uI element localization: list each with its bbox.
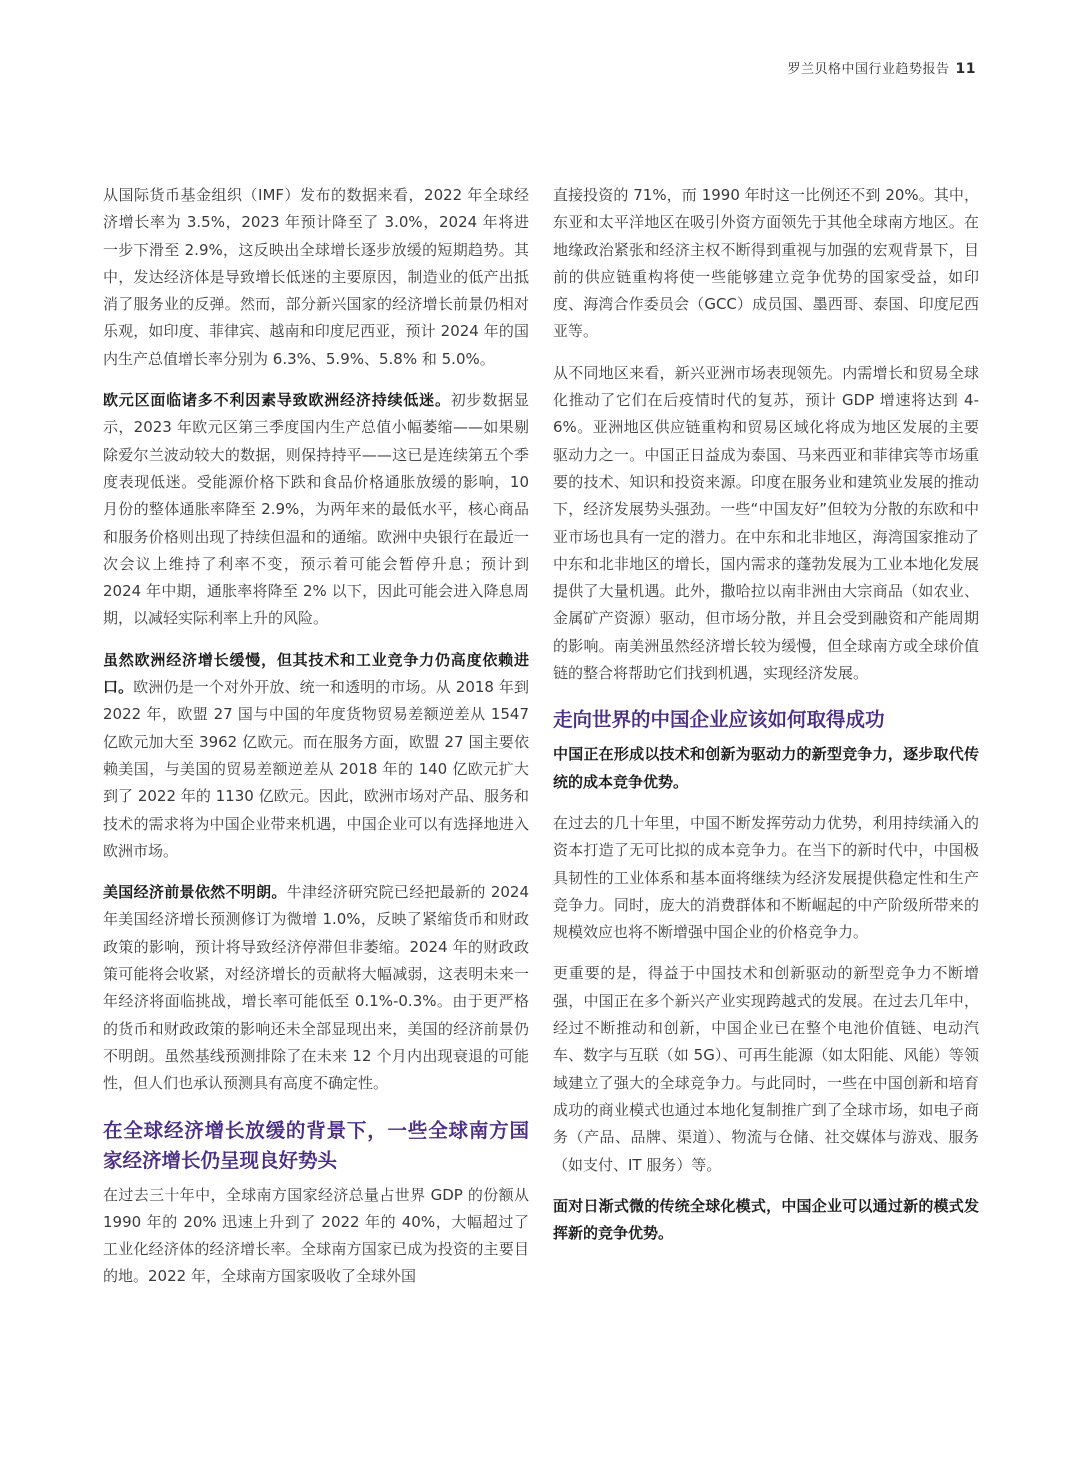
section-heading-global-south: 在全球经济增长放缓的背景下，一些全球南方国家经济增长仍呈现良好势头	[103, 1118, 529, 1172]
paragraph-imf: 从国际货币基金组织（IMF）发布的数据来看，2022 年全球经济增长率为 3.5%，2023 年预计降至了 3.0%，2024 年将进一步下滑至 2.9%，这反映出全球增长逐步放缓的短期趋势。其中，发达经济体是导致增长低迷的主要原因，制造业的低产出抵消了服务业的反弹。然而，部分新兴国家的经济增长前景仍相对乐观，如印度、菲律宾、越南和印度尼西亚，预计 2024 年的国内生产总值增长率分别为 6.3%、5.9%、5.8% 和 5.0%。	[103, 186, 529, 368]
report-title: 罗兰贝格中国行业趋势报告	[787, 62, 950, 77]
eurozone-lead: 欧元区面临诸多不利因素导致欧洲经济持续低迷。	[103, 391, 451, 410]
paragraph-innovation: 更重要的是，得益于中国技术和创新驱动的新型竞争力不断增强，中国正在多个新兴产业实现跨越式的发展。在过去几年中，经过不断推动和创新，中国企业已在整个电池价值链、电动汽车、数字与互联（如 5G）、可再生能源（如太阳能、风能）等领域建立了强大的全球竞争力。与此同时，一些在中国创新和培育成功的商业模式也通过本地化复制推广到了全球市场，如电子商务（产品、品牌、渠道）、物流与仓储、社交媒体与游戏、服务（如支付、IT 服务）等。	[553, 964, 979, 1174]
left-column	[103, 182, 529, 1305]
paragraph-eurozone	[103, 387, 529, 633]
us-lead: 美国经济前景依然不明朗。	[103, 883, 287, 902]
paragraph-us	[103, 879, 529, 1097]
us-body: 牛津经济研究院已经把最新的 2024 年美国经济增长预测修订为微增 1.0%，反映了紧缩货币和财政政策的影响，预计将导致经济停滞但非萎缩。2024 年的财政政策可能将会收紧，对经济增长的贡献将大幅减弱，这表明未来一年经济将面临挑战，增长率可能低至 0.1%-0.3%。由于更严格的货币和财政政策的影响还未全部显现出来，美国的经济前景仍不明朗。虽然基线预测排除了在未来 12 个月内出现衰退的可能性，但人们也承认预测具有高度不确定性。	[103, 883, 529, 1093]
lead-new-model: 面对日渐式微的传统全球化模式，中国企业可以通过新的模式发挥新的竞争优势。	[553, 1196, 979, 1243]
page-number: 11	[955, 61, 976, 77]
paragraph-global-south: 在过去三十年中，全球南方国家经济总量占世界 GDP 的份额从 1990 年的 20% 迅速上升到了 2022 年的 40%，大幅超过了工业化经济体的经济增长率。全球南方国家已成为投资的主要目的地。2022 年，全球南方国家吸收了全球外国	[103, 1185, 529, 1286]
eurozone-body: 初步数据显示，2023 年欧元区第三季度国内生产总值小幅萎缩——如果剔除爱尔兰波动较大的数据，则保持持平——这已是连续第五个季度表现低迷。受能源价格下跌和食品价格通胀放缓的影响，10 月份的整体通胀率降至 2.9%，为两年来的最低水平，核心商品和服务价格则出现了持续但温和的通缩。欧洲中央银行在最近一次会议上维持了利率不变，预示着可能会暂停升息；预计到 2024 年中期，通胀率将降至 2% 以下，因此可能会进入降息周期，以减轻实际利率上升的风险。	[103, 391, 529, 628]
lead-new-competitiveness: 中国正在形成以技术和创新为驱动力的新型竞争力，逐步取代传统的成本竞争优势。	[553, 745, 979, 791]
paragraph-cost-advantage: 在过去的几十年里，中国不断发挥劳动力优势，利用持续涌入的资本打造了无可比拟的成本竞争力。在当下的新时代中，中国极具韧性的工业体系和基本面将继续为经济发展提供稳定性和生产竞争力。同时，庞大的消费群体和不断崛起的中产阶级所带来的规模效应也将不断增强中国企业的价格竞争力。	[553, 813, 979, 942]
paragraph-europe-tech	[103, 647, 529, 865]
paragraph-regions: 从不同地区来看，新兴亚洲市场表现领先。内需增长和贸易全球化推动了它们在后疫情时代的复苏，预计 GDP 增速将达到 4-6%。亚洲地区供应链重构和贸易区域化将成为地区发展的主要驱动力之一。中国正日益成为泰国、马来西亚和菲律宾等市场重要的技术、知识和投资来源。印度在服务业和建筑业发展的推动下，经济发展势头强劲。一些“中国友好”但较为分散的东欧和中亚市场也具有一定的潜力。在中东和北非地区，海湾国家推动了中东和北非地区的增长，国内需求的蓬勃发展为工业本地化发展提供了大量机遇。此外，撒哈拉以南非洲由大宗商品（如农业、金属矿产资源）驱动，但市场分散，并且会受到融资和产能周期的影响。南美洲虽然经济增长较为缓慢，但全球南方或全球价值链的整合将帮助它们找到机遇，实现经济发展。	[553, 363, 979, 683]
europe-tech-body: 欧洲仍是一个对外开放、统一和透明的市场。从 2018 年到 2022 年，欧盟 27 国与中国的年度货物贸易差额逆差从 1547 亿欧元加大至 3962 亿欧元。而在服务方面，欧盟 27 国主要依赖美国，与美国的贸易差额逆差从 2018 年的 140 亿欧元扩大到了 2022 年的 1130 亿欧元。因此，欧洲市场对产品、服务和技术的需求将为中国企业带来机遇，中国企业可以有选择地进入欧洲市场。	[103, 678, 529, 860]
section-heading-chinese-companies: 走向世界的中国企业应该如何取得成功	[553, 708, 885, 732]
paragraph-fdi: 直接投资的 71%，而 1990 年时这一比例还不到 20%。其中，东亚和太平洋地区在吸引外资方面领先于其他全球南方地区。在地缘政治紧张和经济主权不断得到重视与加强的宏观背景下，目前的供应链重构将使一些能够建立竞争优势的国家受益，如印度、海湾合作委员会（GCC）成员国、墨西哥、泰国、印度尼西亚等。	[553, 186, 979, 341]
right-column	[553, 182, 979, 1261]
europe-tech-lead: 虽然欧洲经济增长缓慢，但其技术和工业竞争力仍高度依赖进口。	[103, 650, 529, 697]
page-header	[788, 58, 977, 77]
